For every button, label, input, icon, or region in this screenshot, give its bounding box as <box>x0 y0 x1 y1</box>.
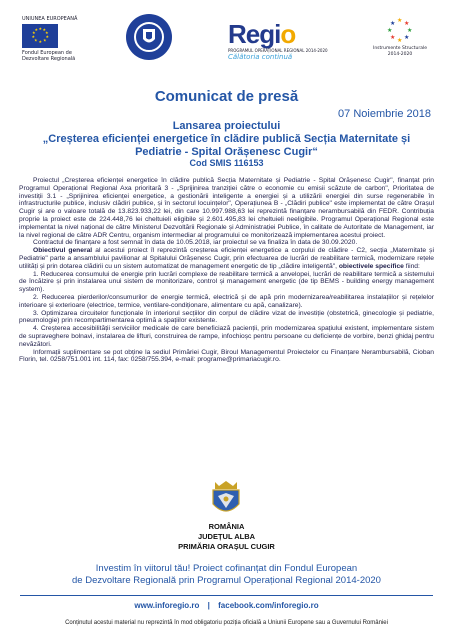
beneficiary-block <box>0 522 453 552</box>
svg-text:★: ★ <box>32 30 36 35</box>
structural-caption: Instrumente Structurale 2014-2020 <box>373 46 427 57</box>
svg-text:★: ★ <box>43 37 47 43</box>
project-heading <box>20 120 433 159</box>
inforegio-link[interactable]: www.inforegio.ro <box>134 601 200 610</box>
regio-o-letter: o <box>280 19 296 49</box>
structural-star-icon <box>384 16 416 46</box>
paragraph-project-info: Proiectul „Creșterea eficienței energetice în clădire publică Secția Maternitate și Pediatrie - Spital Orășenesc Cugir", finanțat prin Programul Operațional Regional Axa prioritară 3 - „Sprijinirea tranziției către o economie cu emisii scăzute de carbon", Prioritatea de investiții 3.1 - „Sprijinirea eficienței energetice, a gestionării inteligente a energiei și a utilizării energiei din surse regenerabile în infrastructurile publice, inclusiv clădiri publice, și în sectorul locuințelor", Operațiunea B - „Clădiri publice" este implementat de către Orașul Cugir și are o valoare totală de 13.823.933,22 lei, din care 10.997.988,63 lei reprezintă finanțare nerambursabilă din FEDR. Contribuția proprie la proiect este de 224.448,76 lei cheltuieli eligibile și 2.601.495,83 lei cheltuieli neeligibile. Programul Operațional Regional este implementat la nivel național de către Ministerul Dezvoltării Regionale și Administrației Publice, în calitate de Autoritate de Management, iar la nivel regional de către ADR Centru, organism intermediar al programului ce monitorizează implementarea acestui proiect. <box>19 177 434 239</box>
beneficiary-county: JUDEȚUL ALBA <box>197 532 256 541</box>
objective-text: al acestui proiect îl reprezintă creșterea eficienței energetice a corpului de clădire - C2, secția „Maternitate și Pediatrie" parte a ansamblului pavilionar al Spitalului Orășenesc Cugir, prin efectuarea de lucrări de reabilitare termică, modernizare rețele utilități și prin dotarea clădirii cu un sistem automatizat de management energetic de tip „clădire inteligentă", <box>19 247 434 270</box>
project-intro: Lansarea proiectului <box>172 120 281 132</box>
svg-text:★: ★ <box>404 20 410 27</box>
objective-item-3: 3. Optimizarea circuitelor funcționale în interiorul secțiilor din corpul de clădire vizat de investiție (obstetrică, ginecologie și pediatrie, pneumologie) prin recompartimentarea optimă a spațiilor existente. <box>19 309 434 325</box>
paragraph-objectives <box>19 247 434 270</box>
beneficiary-country: ROMÂNIA <box>208 522 245 531</box>
invest-line-2: de Dezvoltare Regională prin Programul Operațional Regional 2014-2020 <box>72 575 381 586</box>
regio-word: Regi <box>228 19 281 49</box>
svg-text:★: ★ <box>45 34 50 39</box>
objective-specific-label: obiectivele specifice <box>338 262 404 270</box>
objective-end: fiind: <box>403 262 420 270</box>
objective-item-2: 2. Reducerea pierderilor/consumurilor de energie termică, electrică și de apă prin modernizarea/reabilitarea instalațiilor și rețelelor interioare și exterioare (electrice, termice, ventilare-condiționare, alimentare cu apă, canalizare). <box>19 293 434 309</box>
paragraph-contract: Contractul de finanțare a fost semnat în data de 10.05.2018, iar proiectul se va finaliza în data de 30.09.2020. <box>33 239 358 247</box>
press-body <box>19 177 434 364</box>
invest-message <box>0 563 453 587</box>
svg-text:★: ★ <box>404 34 410 41</box>
svg-text:★: ★ <box>397 37 403 44</box>
footer-divider <box>20 595 433 596</box>
svg-text:★: ★ <box>397 17 403 24</box>
structural-instruments-logo <box>370 16 430 58</box>
objective-general-label: Obiectivul general <box>33 247 93 255</box>
svg-text:★: ★ <box>38 26 43 31</box>
svg-text:★: ★ <box>42 27 47 32</box>
beneficiary-city-hall: PRIMĂRIA ORAȘUL CUGIR <box>178 542 275 551</box>
invest-line-1: Investim în viitorul tău! Proiect cofinanțat din Fondul European <box>95 563 358 574</box>
cugir-crest-icon <box>209 480 243 518</box>
government-seal-icon <box>126 14 172 60</box>
regio-subtitle: PROGRAMUL OPERAȚIONAL REGIONAL 2014-2020 <box>228 48 328 53</box>
eu-caption: Fondul European de Dezvoltare Regională <box>22 50 76 62</box>
svg-text:★: ★ <box>31 34 36 39</box>
eu-logo <box>22 16 82 62</box>
page-title: Comunicat de presă <box>154 88 299 105</box>
disclaimer-text: Conținutul acestui material nu reprezintă în mod obligatoriu poziția oficială a Uniunii Europene sau a Guvernului României <box>65 620 388 626</box>
regio-tagline: Călătoria continuă <box>228 53 293 61</box>
regio-logo <box>228 19 348 61</box>
eu-flag-icon <box>22 24 58 48</box>
smis-code: Cod SMIS 116153 <box>189 158 264 168</box>
logo-bar <box>0 8 453 78</box>
paragraph-contact: Informații suplimentare se pot obține la sediul Primăriei Cugir, Biroul Managementul Proiectelor cu Finanțare Nerambursabilă, Cioban Florin, tel. 0258/751.001 int. 114, fax: 0258/755.394, e-mail: programe@primariacugir.ro. <box>19 348 434 364</box>
footer-separator: | <box>207 601 210 610</box>
eu-top-label: UNIUNEA EUROPEANĂ <box>22 16 78 22</box>
project-name: „Creșterea eficienței energetice în clădire publică Secția Maternitate și Pediatrie - Spital Orășenesc Cugir“ <box>42 133 411 158</box>
objective-item-4: 4. Creșterea accesibilității serviciilor medicale de care beneficiază pacienții, prin modernizarea spațiului existent, implementare sistem de supraveghere bolnavi, instalarea de lifturi, construirea de rampe, infochioșc pentru persoane cu deficiențe de vorbire, benzi ghidaj pentru nevăzători. <box>19 325 434 348</box>
facebook-link[interactable]: facebook.com/inforegio.ro <box>218 601 319 610</box>
svg-text:★: ★ <box>390 20 396 27</box>
svg-text:★: ★ <box>45 30 49 35</box>
svg-text:★: ★ <box>34 27 39 32</box>
objective-item-1: 1. Reducerea consumului de energie prin lucrări complexe de reabilitare termică a anvelopei, lucrări de reabilitare termică a sistemului de încălzire și prin instalarea unui sistem de monitorizare, control și management energetic (de tip BEMS - building energy management system). <box>19 270 434 294</box>
svg-text:★: ★ <box>38 39 43 44</box>
svg-text:★: ★ <box>387 27 393 34</box>
svg-text:★: ★ <box>407 27 413 34</box>
svg-text:★: ★ <box>390 34 396 41</box>
release-date: 07 Noiembrie 2018 <box>338 108 431 120</box>
svg-text:★: ★ <box>34 37 38 43</box>
footer-links <box>0 601 453 610</box>
